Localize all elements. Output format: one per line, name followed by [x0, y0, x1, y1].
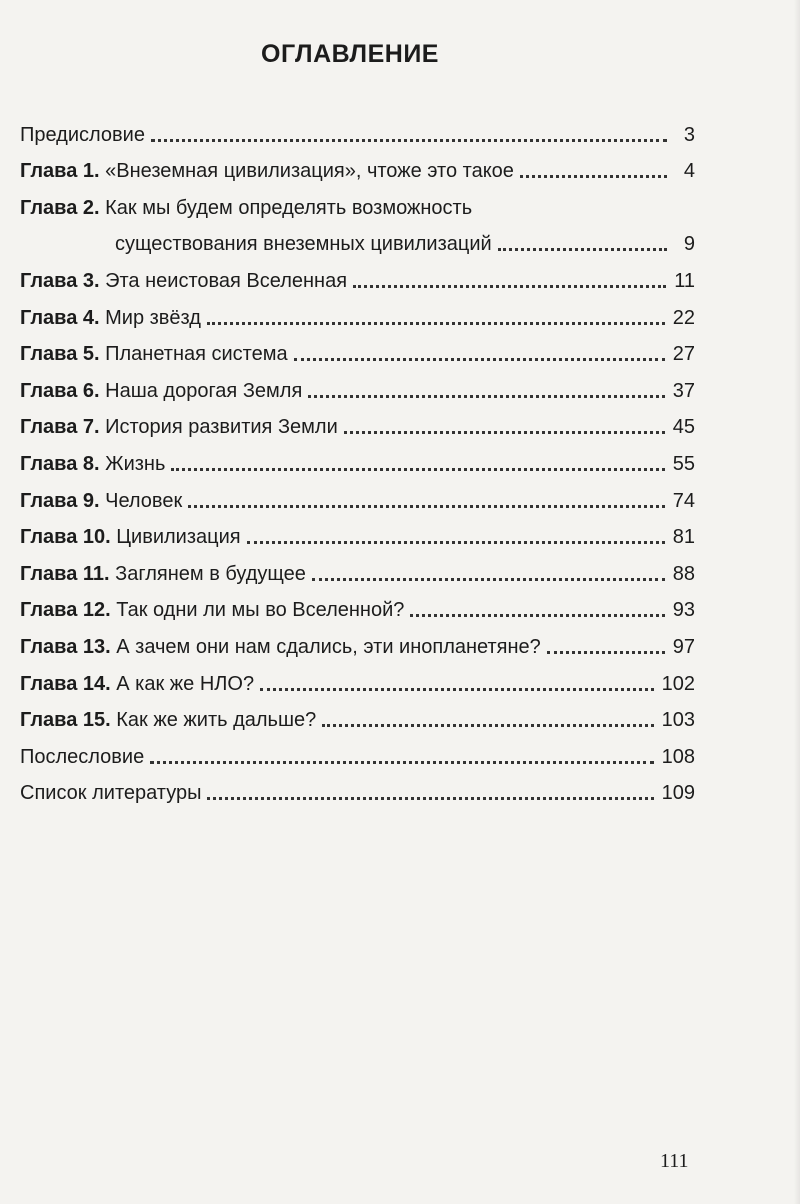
chapter-title: Как же жить дальше? — [116, 709, 317, 732]
toc-entry-chapter-8 — [20, 439, 695, 476]
toc-entry-page: 97 — [672, 635, 695, 658]
toc-entry-page: 109 — [661, 782, 695, 805]
chapter-title: Мир звёзд — [105, 306, 201, 329]
toc-entry-chapter-2 — [20, 183, 695, 220]
chapter-title: Так одни ли мы во Вселенной? — [116, 599, 405, 622]
chapter-number: Глава 7. — [20, 416, 100, 439]
dot-leader — [344, 431, 665, 434]
toc-entry-page: 102 — [661, 672, 695, 695]
table-of-contents — [20, 110, 695, 805]
chapter-number: Глава 4. — [20, 306, 100, 329]
chapter-number: Глава 11. — [20, 562, 110, 585]
chapter-title: Цивилизация — [116, 526, 241, 549]
toc-entry-chapter-12 — [20, 586, 695, 623]
chapter-number: Глава 15. — [20, 709, 111, 732]
chapter-number: Глава 3. — [20, 269, 100, 292]
chapter-number: Глава 2. — [20, 196, 100, 219]
dot-leader — [547, 651, 665, 654]
toc-entry-bibliography — [20, 769, 695, 806]
chapter-title: Наша дорогая Земля — [105, 379, 303, 402]
toc-entry-preface — [20, 110, 695, 147]
toc-entry-page: 37 — [672, 379, 695, 402]
toc-entry-chapter-6 — [20, 366, 695, 403]
chapter-title: Как мы будем определять возможность — [105, 196, 473, 219]
toc-entry-page: 108 — [661, 745, 695, 768]
chapter-number: Глава 10. — [20, 526, 111, 549]
toc-entry-label: Послесловие — [20, 745, 145, 768]
dot-leader — [150, 761, 653, 764]
toc-entry-page: 103 — [661, 709, 695, 732]
toc-entry-chapter-10 — [20, 513, 695, 550]
dot-leader — [260, 688, 654, 691]
dot-leader — [410, 614, 664, 617]
toc-entry-afterword — [20, 732, 695, 769]
toc-entry-page: 93 — [672, 599, 695, 622]
chapter-title: А как же НЛО? — [116, 672, 255, 695]
chapter-title: Планетная система — [105, 343, 288, 366]
toc-entry-chapter-7 — [20, 403, 695, 440]
page-edge-shadow — [794, 0, 800, 1204]
toc-entry-page: 11 — [674, 269, 695, 292]
dot-leader — [207, 322, 665, 325]
page-number: 111 — [660, 1150, 689, 1172]
toc-entry-chapter-9 — [20, 476, 695, 513]
dot-leader — [308, 395, 664, 398]
dot-leader — [498, 248, 667, 251]
chapter-title: А зачем они нам сдались, эти инопланетяне? — [116, 635, 541, 658]
toc-entry-page: 4 — [683, 160, 695, 183]
toc-entry-chapter-4 — [20, 293, 695, 330]
chapter-number: Глава 9. — [20, 489, 100, 512]
dot-leader — [151, 139, 667, 142]
toc-entry-page: 55 — [672, 452, 695, 475]
dot-leader — [207, 797, 653, 800]
chapter-title: «Внеземная цивилизация», чтоже это такое — [105, 160, 514, 183]
toc-entry-page: 22 — [672, 306, 695, 329]
toc-entry-chapter-1 — [20, 147, 695, 184]
chapter-title: История развития Земли — [105, 416, 338, 439]
dot-leader — [247, 541, 665, 544]
toc-entry-page: 27 — [672, 343, 695, 366]
dot-leader — [312, 578, 665, 581]
chapter-number: Глава 12. — [20, 599, 111, 622]
chapter-number: Глава 14. — [20, 672, 111, 695]
dot-leader — [294, 358, 665, 361]
chapter-number: Глава 8. — [20, 452, 100, 475]
toc-entry-chapter-11 — [20, 549, 695, 586]
toc-entry-chapter-3 — [20, 256, 695, 293]
toc-entry-chapter-15 — [20, 696, 695, 733]
toc-entry-page: 9 — [683, 233, 695, 256]
dot-leader — [322, 724, 653, 727]
toc-entry-chapter-2-continuation — [20, 220, 695, 257]
toc-entry-label: Предисловие — [20, 123, 145, 146]
toc-entry-chapter-13 — [20, 622, 695, 659]
toc-entry-page: 81 — [672, 526, 695, 549]
dot-leader — [188, 505, 665, 508]
chapter-number: Глава 1. — [20, 160, 100, 183]
dot-leader — [520, 175, 667, 178]
chapter-title: Заглянем в будущее — [115, 562, 306, 585]
toc-entry-label: Список литературы — [20, 782, 202, 805]
toc-entry-page: 45 — [672, 416, 695, 439]
dot-leader — [353, 285, 666, 288]
chapter-number: Глава 5. — [20, 343, 100, 366]
chapter-title: Эта неистовая Вселенная — [105, 269, 348, 292]
chapter-title: Жизнь — [105, 452, 166, 475]
chapter-title-continuation: существования внеземных цивилизаций — [115, 233, 492, 256]
chapter-title: Человек — [105, 489, 183, 512]
toc-entry-page: 74 — [672, 489, 695, 512]
page-title: ОГЛАВЛЕНИЕ — [261, 40, 439, 68]
chapter-number: Глава 6. — [20, 379, 100, 402]
toc-entry-page: 3 — [683, 123, 695, 146]
toc-entry-page: 88 — [672, 562, 695, 585]
toc-entry-chapter-5 — [20, 330, 695, 367]
toc-entry-chapter-14 — [20, 659, 695, 696]
dot-leader — [171, 468, 664, 471]
chapter-number: Глава 13. — [20, 635, 111, 658]
